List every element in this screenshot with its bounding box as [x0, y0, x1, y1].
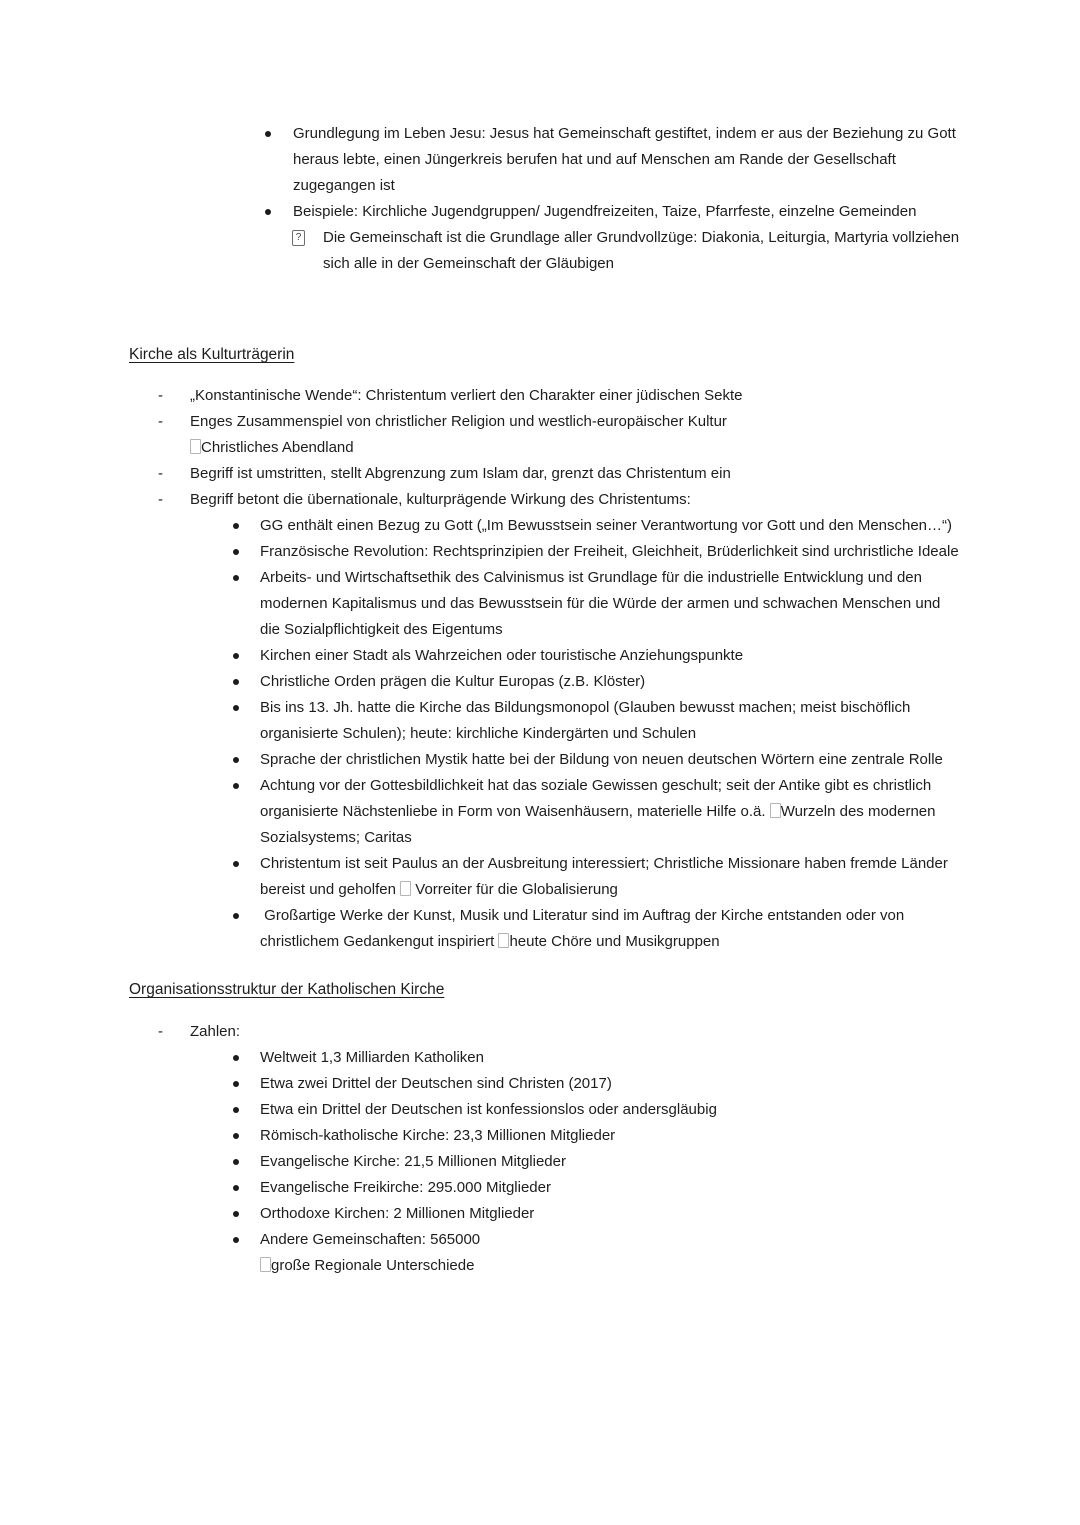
bullet-dot-icon: [233, 1149, 260, 1165]
list-item: [129, 1123, 960, 1149]
list-item: [129, 1175, 960, 1201]
list-item: [129, 695, 960, 747]
list-item: [129, 1045, 960, 1071]
list-item-text: Arbeits- und Wirtschaftsethik des Calvinismus ist Grundlage für die industrielle Entwicklung und den modernen Kapitalismus und das Bewusstsein für die Würde der armen und schwachen Menschen und die Sozialpflichtigkeit des Eigentums: [260, 569, 941, 638]
missing-glyph-box-icon: [260, 1257, 271, 1272]
section-heading-organisation: Organisationsstruktur der Katholischen Kirche: [129, 981, 445, 998]
dash-list: [129, 1019, 960, 1045]
list-item: [129, 383, 960, 409]
list-item-text: Achtung vor der Gottesbildlichkeit hat das soziale Gewissen geschult; seit der Antike gibt es christlich organisierte Nächstenliebe in Form von Waisenhäusern, materielle Hilfe o.ä. Wurzeln des modernen Sozialsystems; Caritas: [260, 777, 936, 846]
list-item: [129, 539, 960, 565]
list-item-text: Beispiele: Kirchliche Jugendgruppen/ Jugendfreizeiten, Taize, Pfarrfeste, einzelne Gemeinden: [293, 203, 917, 220]
bullet-dot-glyph: [233, 653, 239, 659]
bullet-dot-icon: [233, 695, 260, 711]
bullet-dot-icon: [233, 1097, 260, 1113]
list-item-text: Enges Zusammenspiel von christlicher Religion und westlich-europäischer Kultur Christliches Abendland: [190, 413, 727, 456]
list-item-text: Kirchen einer Stadt als Wahrzeichen oder touristische Anziehungspunkte: [260, 647, 744, 664]
list-item-text: „Konstantinische Wende“: Christentum verliert den Charakter einer jüdischen Sekte: [190, 387, 743, 404]
list-item: [129, 121, 960, 199]
bullet-list: [129, 1045, 960, 1279]
list-item-text: Grundlegung im Leben Jesu: Jesus hat Gemeinschaft gestiftet, indem er aus der Beziehung zu Gott heraus lebte, einen Jüngerkreis berufen hat und auf Menschen am Rande der Gesellschaft zugegangen ist: [293, 125, 956, 194]
list-item-text: Römisch-katholische Kirche: 23,3 Millionen Mitglieder: [260, 1127, 616, 1144]
dash-bullet-icon: -: [158, 491, 163, 508]
list-item-text: Die Gemeinschaft ist die Grundlage aller Grundvollzüge: Diakonia, Leiturgia, Martyria vollziehen sich alle in der Gemeinschaft der Gläubigen: [323, 229, 960, 272]
list-item: [129, 1071, 960, 1097]
bullet-dot-glyph: [233, 783, 239, 789]
bullet-dot-glyph: [233, 1133, 239, 1139]
list-item-text: Evangelische Kirche: 21,5 Millionen Mitglieder: [260, 1153, 566, 1170]
list-item-text: Christliche Orden prägen die Kultur Europas (z.B. Klöster): [260, 673, 646, 690]
list-item-text: Zahlen:: [190, 1023, 241, 1040]
list-item: [129, 461, 960, 487]
bullet-dot-glyph: [233, 1081, 239, 1087]
list-item-text: Etwa ein Drittel der Deutschen ist konfessionslos oder andersgläubig: [260, 1101, 717, 1118]
section-heading-kultur: Kirche als Kulturträgerin: [129, 346, 295, 363]
organisation-section: [129, 977, 960, 1279]
list-item: [129, 487, 960, 513]
list-item: [129, 1201, 960, 1227]
list-item: [129, 225, 960, 277]
bullet-dot-icon: [233, 903, 260, 919]
list-item-text: Etwa zwei Drittel der Deutschen sind Christen (2017): [260, 1075, 612, 1092]
bullet-dot-icon: [233, 513, 260, 529]
list-item: [129, 1019, 960, 1045]
bullet-dot-glyph: [233, 757, 239, 763]
bullet-dot-glyph: [233, 1159, 239, 1165]
bullet-dot-icon: [233, 851, 260, 867]
list-item: [129, 851, 960, 903]
list-item: [129, 565, 960, 643]
list-item-text: Evangelische Freikirche: 295.000 Mitglieder: [260, 1179, 551, 1196]
list-item-text: Andere Gemeinschaften: 565000 große Regionale Unterschiede: [260, 1231, 481, 1274]
missing-glyph-box-icon: [400, 881, 411, 896]
bullet-dot-glyph: [233, 679, 239, 685]
kultur-section: [129, 342, 960, 955]
list-item: [129, 199, 960, 225]
list-item: [129, 513, 960, 539]
bullet-dot-icon: [233, 669, 260, 685]
list-item-text: Bis ins 13. Jh. hatte die Kirche das Bildungsmonopol (Glauben bewusst machen; meist bischöflich organisierte Schulen); heute: kirchliche Kindergärten und Schulen: [260, 699, 911, 742]
bullet-dot-icon: [233, 565, 260, 581]
bullet-dot-icon: [233, 1071, 260, 1087]
bullet-dot-glyph: [233, 1107, 239, 1113]
bullet-dot-glyph: [233, 913, 239, 919]
bullet-dot-icon: [233, 773, 260, 789]
bullet-dot-glyph: [265, 209, 271, 215]
missing-glyph-box-icon: [498, 933, 509, 948]
list-item: [129, 1227, 960, 1279]
bullet-dot-icon: [265, 199, 293, 215]
bullet-dot-icon: [233, 1227, 260, 1243]
bullet-list: [129, 121, 960, 225]
intro-section: [129, 121, 960, 277]
missing-glyph-box-icon: [770, 803, 781, 818]
dash-list: [129, 383, 960, 513]
list-item-text: Sprache der christlichen Mystik hatte bei der Bildung von neuen deutschen Wörtern eine zentrale Rolle: [260, 751, 943, 768]
bullet-dot-icon: [233, 539, 260, 555]
bullet-dot-glyph: [233, 705, 239, 711]
list-item-text: Christentum ist seit Paulus an der Ausbreitung interessiert; Christliche Missionare haben fremde Länder bereist und geholfen Vorreiter für die Globalisierung: [260, 855, 948, 898]
bullet-dot-glyph: [233, 575, 239, 581]
list-item-text: Begriff betont die übernationale, kulturprägende Wirkung des Christentums:: [190, 491, 691, 508]
bullet-dot-icon: [233, 643, 260, 659]
list-item: [129, 669, 960, 695]
question-box-glyph: ?: [292, 230, 305, 246]
bullet-dot-glyph: [233, 1237, 239, 1243]
bullet-dot-glyph: [233, 1211, 239, 1217]
dash-bullet-icon: -: [158, 413, 163, 430]
list-item-text: Französische Revolution: Rechtsprinzipien der Freiheit, Gleichheit, Brüderlichkeit sind urchristliche Ideale: [260, 543, 959, 560]
list-item: [129, 1097, 960, 1123]
list-item-text: Begriff ist umstritten, stellt Abgrenzung zum Islam dar, grenzt das Christentum ein: [190, 465, 731, 482]
bullet-dot-glyph: [233, 861, 239, 867]
bullet-dot-glyph: [233, 523, 239, 529]
list-item: [129, 903, 960, 955]
list-item: [129, 643, 960, 669]
bullet-dot-glyph: [233, 549, 239, 555]
list-item: [129, 773, 960, 851]
dash-bullet-icon: -: [158, 465, 163, 482]
dash-bullet-icon: -: [158, 1023, 163, 1040]
list-item-text: Großartige Werke der Kunst, Musik und Literatur sind im Auftrag der Kirche entstanden oder von christlichem Gedankengut inspiriert heute Chöre und Musikgruppen: [260, 907, 905, 950]
list-item: [129, 409, 960, 461]
bullet-dot-glyph: [233, 1055, 239, 1061]
list-item-text: Weltweit 1,3 Milliarden Katholiken: [260, 1049, 484, 1066]
bullet-dot-icon: [233, 1175, 260, 1191]
list-item: [129, 747, 960, 773]
missing-glyph-box-icon: [190, 439, 201, 454]
bullet-dot-icon: [265, 121, 293, 137]
list-item-text: GG enthält einen Bezug zu Gott („Im Bewusstsein seiner Verantwortung vor Gott und den Menschen…“): [260, 517, 953, 534]
dash-bullet-icon: -: [158, 387, 163, 404]
list-item-text: Orthodoxe Kirchen: 2 Millionen Mitglieder: [260, 1205, 535, 1222]
bullet-dot-glyph: [233, 1185, 239, 1191]
bullet-list: [129, 513, 960, 955]
sub-bullet-list: [129, 225, 960, 277]
list-item: [129, 1149, 960, 1175]
bullet-dot-icon: [233, 1123, 260, 1139]
question-box-icon: [292, 225, 323, 246]
bullet-dot-icon: [233, 747, 260, 763]
bullet-dot-glyph: [265, 131, 271, 137]
bullet-dot-icon: [233, 1201, 260, 1217]
bullet-dot-icon: [233, 1045, 260, 1061]
